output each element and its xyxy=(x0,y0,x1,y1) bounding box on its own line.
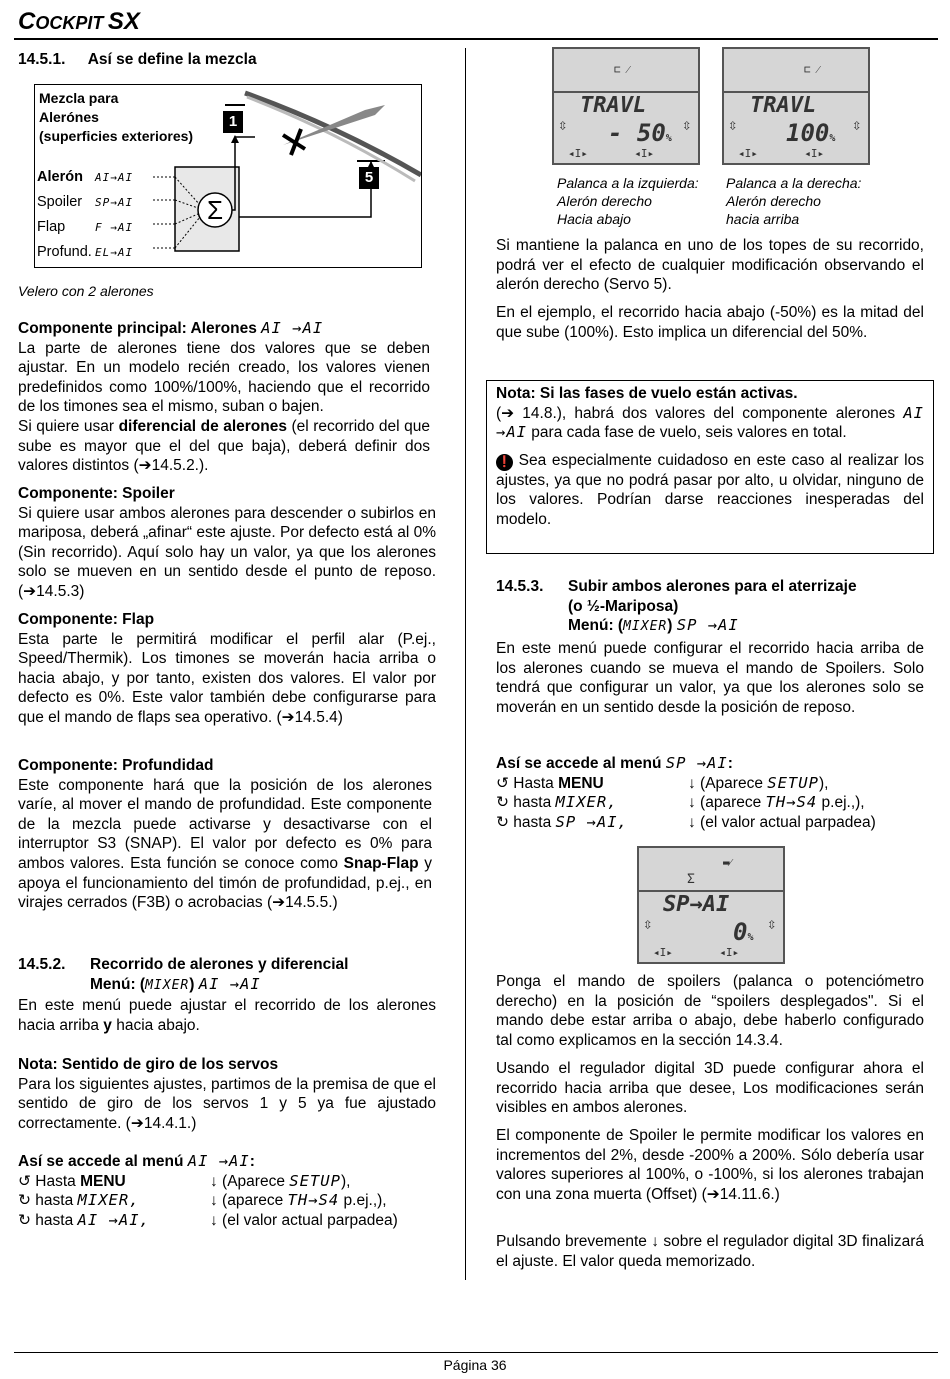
sec3-line2: (o ½-Mariposa) xyxy=(568,597,679,615)
nota-servos-text: Para los siguientes ajustes, partimos de la premisa de que el sentido de giro de los servos 1 y 5 ya fue ajustado correctamente. (➔14.4.1.) xyxy=(18,1075,436,1132)
lcd-sp-label: SP→AI xyxy=(663,892,730,917)
lcd-trim-bottom: ◂I▸ ◂I▸ xyxy=(738,147,825,160)
a2r1l1: ↻ hasta xyxy=(496,794,556,812)
lcd-caption-left xyxy=(557,174,699,228)
row-code-spoiler: SP→AI xyxy=(95,196,134,209)
a1r1l2: MIXER, xyxy=(77,1191,140,1210)
nota-fases-p1 xyxy=(496,404,924,443)
a1r1r3: p.ej.,), xyxy=(339,1192,387,1210)
lcd-trim-left: ⇳ xyxy=(728,115,738,134)
cp-p2a: Si quiere usar xyxy=(18,417,119,435)
row-label-aileron: Alerón xyxy=(37,169,83,185)
a1r0l1: ↺ Hasta xyxy=(18,1172,81,1190)
cap-left-3: Hacia abajo xyxy=(557,211,631,227)
a1r0r1: ↓ (Aparece xyxy=(210,1172,290,1190)
a2r2l1: ↻ hasta xyxy=(496,813,556,831)
a1r2r1: ↓ (el valor actual parpadea) xyxy=(210,1211,398,1229)
nf-p1a: (➔ 14.8.), habrá dos valores del componente alerones xyxy=(496,404,904,422)
column-divider xyxy=(465,48,466,1280)
acceso2-colon: : xyxy=(727,755,733,772)
sec2-p-c: hacia abajo. xyxy=(111,1016,200,1034)
lcd-plane-icon: ⊏ ⁄ xyxy=(614,63,630,76)
nf-p1b: para cada fase de vuelo, seis valores en total. xyxy=(527,424,847,442)
lcd-plane-icon: ▬⁄ xyxy=(723,856,732,869)
acceso2-row xyxy=(496,813,936,833)
comp-flap xyxy=(18,610,436,728)
a1r2l2: AI →AI, xyxy=(77,1210,150,1229)
acceso2-code: SP →AI xyxy=(665,754,728,772)
diagram-title-1: Mezcla para xyxy=(39,90,119,106)
cap-right-2: Alerón derecho xyxy=(726,193,821,209)
comp-spoiler-heading: Componente: Spoiler xyxy=(18,485,175,502)
sec3-heading xyxy=(496,577,857,637)
a1r0r2: SETUP xyxy=(289,1171,341,1190)
right-p5: El componente de Spoiler le permite modificar los valores en incrementos del 2%, desde -200% a 200%. Sólo debería usar valores superiores al 100%, o -100%, si los alerones trabajan con una zona muerta (Offset) (➔14.11.6.) xyxy=(496,1127,924,1203)
lcd-travel-label: TRAVL xyxy=(580,93,647,118)
comp-prof-p2: y apoya el funcionamiento del timón de profundidad, p.ej., en virajes cerrados (F3B) o acrobacias (➔14.5.5.) xyxy=(18,854,432,912)
lcd-plane-icon: ⊏ ⁄ xyxy=(804,63,820,76)
nota-servos-heading: Nota: Sentido de giro de los servos xyxy=(18,1056,279,1073)
mixer-diagram xyxy=(34,84,422,268)
a2r0r3: ), xyxy=(818,774,829,792)
a1r1l1: ↻ hasta xyxy=(18,1192,78,1210)
sec2-text: Recorrido de alerones y diferencial xyxy=(90,956,349,973)
acceso1-row xyxy=(18,1191,448,1211)
lcd-screen-sp xyxy=(637,846,785,964)
sec2-menu-label: Menú: ( xyxy=(90,975,146,993)
header-title-c: C xyxy=(18,8,36,35)
nota-fases xyxy=(496,384,924,530)
acceso2-row xyxy=(496,793,936,813)
nf-p1code: AI →AI xyxy=(496,403,924,442)
sec1-heading xyxy=(18,50,257,70)
acceso1-colon: : xyxy=(249,1153,255,1170)
servo1-badge: 1 xyxy=(223,111,243,133)
cap-left-2: Alerón derecho xyxy=(557,193,652,209)
sec2-text-block xyxy=(18,996,436,1035)
comp-prof-heading: Componente: Profundidad xyxy=(18,757,214,774)
sec2-p-a: En este menú puede ajustar el recorrido de los alerones hacia arriba xyxy=(18,997,436,1034)
lcd-screen-left xyxy=(552,47,700,165)
row-label-elevator: Profund. xyxy=(37,244,92,260)
acceso1-row xyxy=(18,1172,448,1192)
diagram-title-3: (superficies exteriores) xyxy=(39,128,194,144)
sec3-text: En este menú puede configurar el recorrido hacia arriba de los alerones cuando se mueva el mando de Spoilers. Solo tendrá que configurar un valor, ya que los alerones solo se moverán en un sentido desde la posición de reposo. xyxy=(496,640,924,716)
sec3-menu-sub: SP →AI xyxy=(676,616,739,635)
right-p1: Si mantiene la palanca en uno de los topes de su recorrido, podrá ver el efecto de cualquier modificación observando el alerón derecho (Servo 5). xyxy=(496,237,924,294)
comp-principal-heading: Componente principal: Alerones xyxy=(18,320,257,337)
a2r1l2: MIXER, xyxy=(555,793,618,812)
comp-principal-text: La parte de alerones tiene dos valores que se deben ajustar. En un modelo recién creado, los valores vienen predefinidos como 100%/100%, haciendo que el recorrido de los timones sea el mismo, suban o bajen. xyxy=(18,339,430,416)
header-rule xyxy=(14,38,938,40)
right-p2: En el ejemplo, el recorrido hacia abajo (-50%) es la mitad del que sube (100%). Esto implica un diferencial del 50%. xyxy=(496,304,924,341)
a1r1r2: TH→S4 xyxy=(287,1191,340,1210)
lcd-trim-right: ⇳ xyxy=(852,115,862,134)
sec2-menu-code: MIXER xyxy=(145,977,190,993)
sec1-text: Así se define la mezcla xyxy=(87,51,257,68)
sec2-menu-close: ) xyxy=(189,975,195,993)
sec3-num: 14.5.3. xyxy=(496,578,544,595)
comp-flap-heading: Componente: Flap xyxy=(18,611,155,628)
sec3-menu-code: MIXER xyxy=(623,619,668,635)
sec1-num: 14.5.1. xyxy=(18,51,66,68)
row-label-flap: Flap xyxy=(37,219,66,235)
row-code-aileron: AI→AI xyxy=(95,171,134,184)
acceso1-code: AI →AI xyxy=(187,1152,250,1170)
sec2-num: 14.5.2. xyxy=(18,956,66,973)
nota-servos xyxy=(18,1055,436,1133)
lcd-sp-pct: % xyxy=(747,932,754,943)
comp-spoiler-text: Si quiere usar ambos alerones para descender o subirlos en mariposa, deberá „afinar“ este ajuste. Por defecto está al 0% (Sin recorrido). Aquí solo hay un valor, ya que los alerones solo se mueven en un sentido desde el punto de reposo. (➔14.5.3) xyxy=(18,504,436,600)
cp-p2c: (el recorrido del que sube es mayor que el del que baja), deberá definir dos valores distintos (➔14.5.2.). xyxy=(18,417,430,475)
lcd-caption-right xyxy=(726,174,861,228)
cap-right-3: hacia arriba xyxy=(726,211,800,227)
sec2-heading xyxy=(18,955,348,995)
page-header xyxy=(18,8,140,36)
acceso1-heading: Así se accede al menú xyxy=(18,1153,184,1170)
sec2-menu-sub: AI →AI xyxy=(198,974,261,993)
nota-fases-p2 xyxy=(496,451,924,530)
diagram-title-2: Alerónes xyxy=(39,109,99,125)
comp-principal xyxy=(18,319,430,476)
header-title-sx: SX xyxy=(107,8,140,35)
row-label-spoiler: Spoiler xyxy=(37,194,83,210)
lcd-trim-bottom: ◂I▸ ◂I▸ xyxy=(568,147,655,160)
lcd-value-2: 100 xyxy=(786,119,830,147)
lcd-screen-right xyxy=(722,47,870,165)
footer-rule xyxy=(14,1352,938,1353)
sec3-line1: Subir ambos alerones para el aterrizaje xyxy=(568,578,857,595)
acceso1-row xyxy=(18,1211,448,1231)
lcd-travel-value xyxy=(608,119,672,147)
right-p3: Ponga el mando de spoilers (palanca o potenciómetro derecho) en la posición de “spoilers desplegados". Si el mando debe estar arriba o abajo, debe haberlo configurado tal como explicamos en la sección 14.3.4. xyxy=(496,973,924,1049)
comp-principal-text2 xyxy=(18,417,430,476)
lcd-trim-left: ⇳ xyxy=(558,115,568,134)
row-code-elevator: EL→AI xyxy=(95,246,134,259)
a1r1r1: ↓ (aparece xyxy=(210,1192,288,1210)
lcd-pct-1: % xyxy=(665,133,672,144)
row-code-flap: F →AI xyxy=(95,221,134,234)
lcd-travel-label: TRAVL xyxy=(750,93,817,118)
comp-prof-text xyxy=(18,776,432,913)
a2r0l1: ↺ Hasta xyxy=(496,774,559,792)
a2r1r1: ↓ (aparece xyxy=(688,794,766,812)
lcd-trim-right: ⇳ xyxy=(767,914,777,933)
acceso2 xyxy=(496,754,936,832)
acceso1 xyxy=(18,1152,448,1230)
glider-silhouette xyxy=(245,93,421,181)
acceso2-row xyxy=(496,774,936,794)
comp-prof-p1: Este componente hará que la posición de los alerones varíe, al mover el mando de profundidad. Este componente de la mezcla puede activarse y desactivarse con el interruptor S3 (SNAP). El valor por defecto es 0% para ambos valores. Esta función se conoce como xyxy=(18,776,432,872)
cap-right-1: Palanca a la derecha: xyxy=(726,175,862,191)
a1r2l1: ↻ hasta xyxy=(18,1211,78,1229)
sigma-symbol: Σ xyxy=(206,195,224,225)
nf-p2: Sea especialmente cuidadoso en este caso al realizar los ajustes, ya que no podrá pasar por alto, u olvidar, ninguno de los valores. Podrían darse reacciones inesperadas del modelo. xyxy=(496,451,924,528)
lcd-trim-left: ⇳ xyxy=(643,914,653,933)
a2r0l2: MENU xyxy=(558,774,604,792)
lcd-value-1: - 50 xyxy=(608,119,666,147)
sec3-menu-close: ) xyxy=(667,617,673,635)
comp-prof-snap: Snap-Flap xyxy=(343,854,419,872)
a1r0l2: MENU xyxy=(80,1172,126,1190)
diagram-caption: Velero con 2 alerones xyxy=(18,283,154,299)
header-title-rest: OCKPIT xyxy=(35,13,104,33)
a2r0r1: ↓ (Aparece xyxy=(688,774,768,792)
sec2-p-b: y xyxy=(103,1016,112,1034)
a2r1r2: TH→S4 xyxy=(765,793,818,812)
comp-spoiler xyxy=(18,484,436,602)
a2r2l2: SP →AI, xyxy=(555,812,628,831)
a2r2r1: ↓ (el valor actual parpadea) xyxy=(688,813,876,831)
a2r0r2: SETUP xyxy=(767,773,819,792)
a1r0r3: ), xyxy=(340,1172,351,1190)
lcd-sigma: Σ xyxy=(687,872,695,887)
a2r1r3: p.ej.,), xyxy=(817,794,865,812)
lcd-trim-right: ⇳ xyxy=(682,115,692,134)
nota-fases-heading: Nota: Si las fases de vuelo están activas. xyxy=(496,385,798,402)
acceso2-heading: Así se accede al menú xyxy=(496,755,662,772)
comp-prof xyxy=(18,756,432,913)
comp-flap-text: Esta parte le permitirá modificar el perfil alar (P.ej., Speed/Thermik). Los timones se moverán hacia arriba o hacia abajo, y por tanto, existen dos valores. El valor por defecto es 0%. Este valor también debe configurarse para que el mando de flaps sea operativo. (➔14.5.4) xyxy=(18,630,436,726)
comp-principal-code: AI →AI xyxy=(261,319,324,337)
lcd-sp-value xyxy=(733,918,753,946)
warning-icon: ❗ xyxy=(496,454,513,471)
cp-p2b: diferencial de alerones xyxy=(118,417,287,435)
lcd-travel-value xyxy=(786,119,835,147)
right-p6: Pulsando brevemente ↓ sobre el regulador digital 3D finalizará el ajuste. El valor queda memorizado. xyxy=(496,1233,924,1270)
lcd-sp-val: 0 xyxy=(733,918,748,946)
cap-left-1: Palanca a la izquierda: xyxy=(557,175,699,191)
page-number: Página 36 xyxy=(443,1357,507,1373)
lcd-trim-bottom: ◂I▸ ◂I▸ xyxy=(653,946,740,959)
lcd-pct-2: % xyxy=(829,133,836,144)
right-p4: Usando el regulador digital 3D puede configurar ahora el recorrido hacia arriba que desee, Los modificaciones serán visibles en ambos alerones. xyxy=(496,1060,924,1117)
sec3-menu-label: Menú: ( xyxy=(568,617,624,635)
servo5-badge: 5 xyxy=(359,167,379,189)
